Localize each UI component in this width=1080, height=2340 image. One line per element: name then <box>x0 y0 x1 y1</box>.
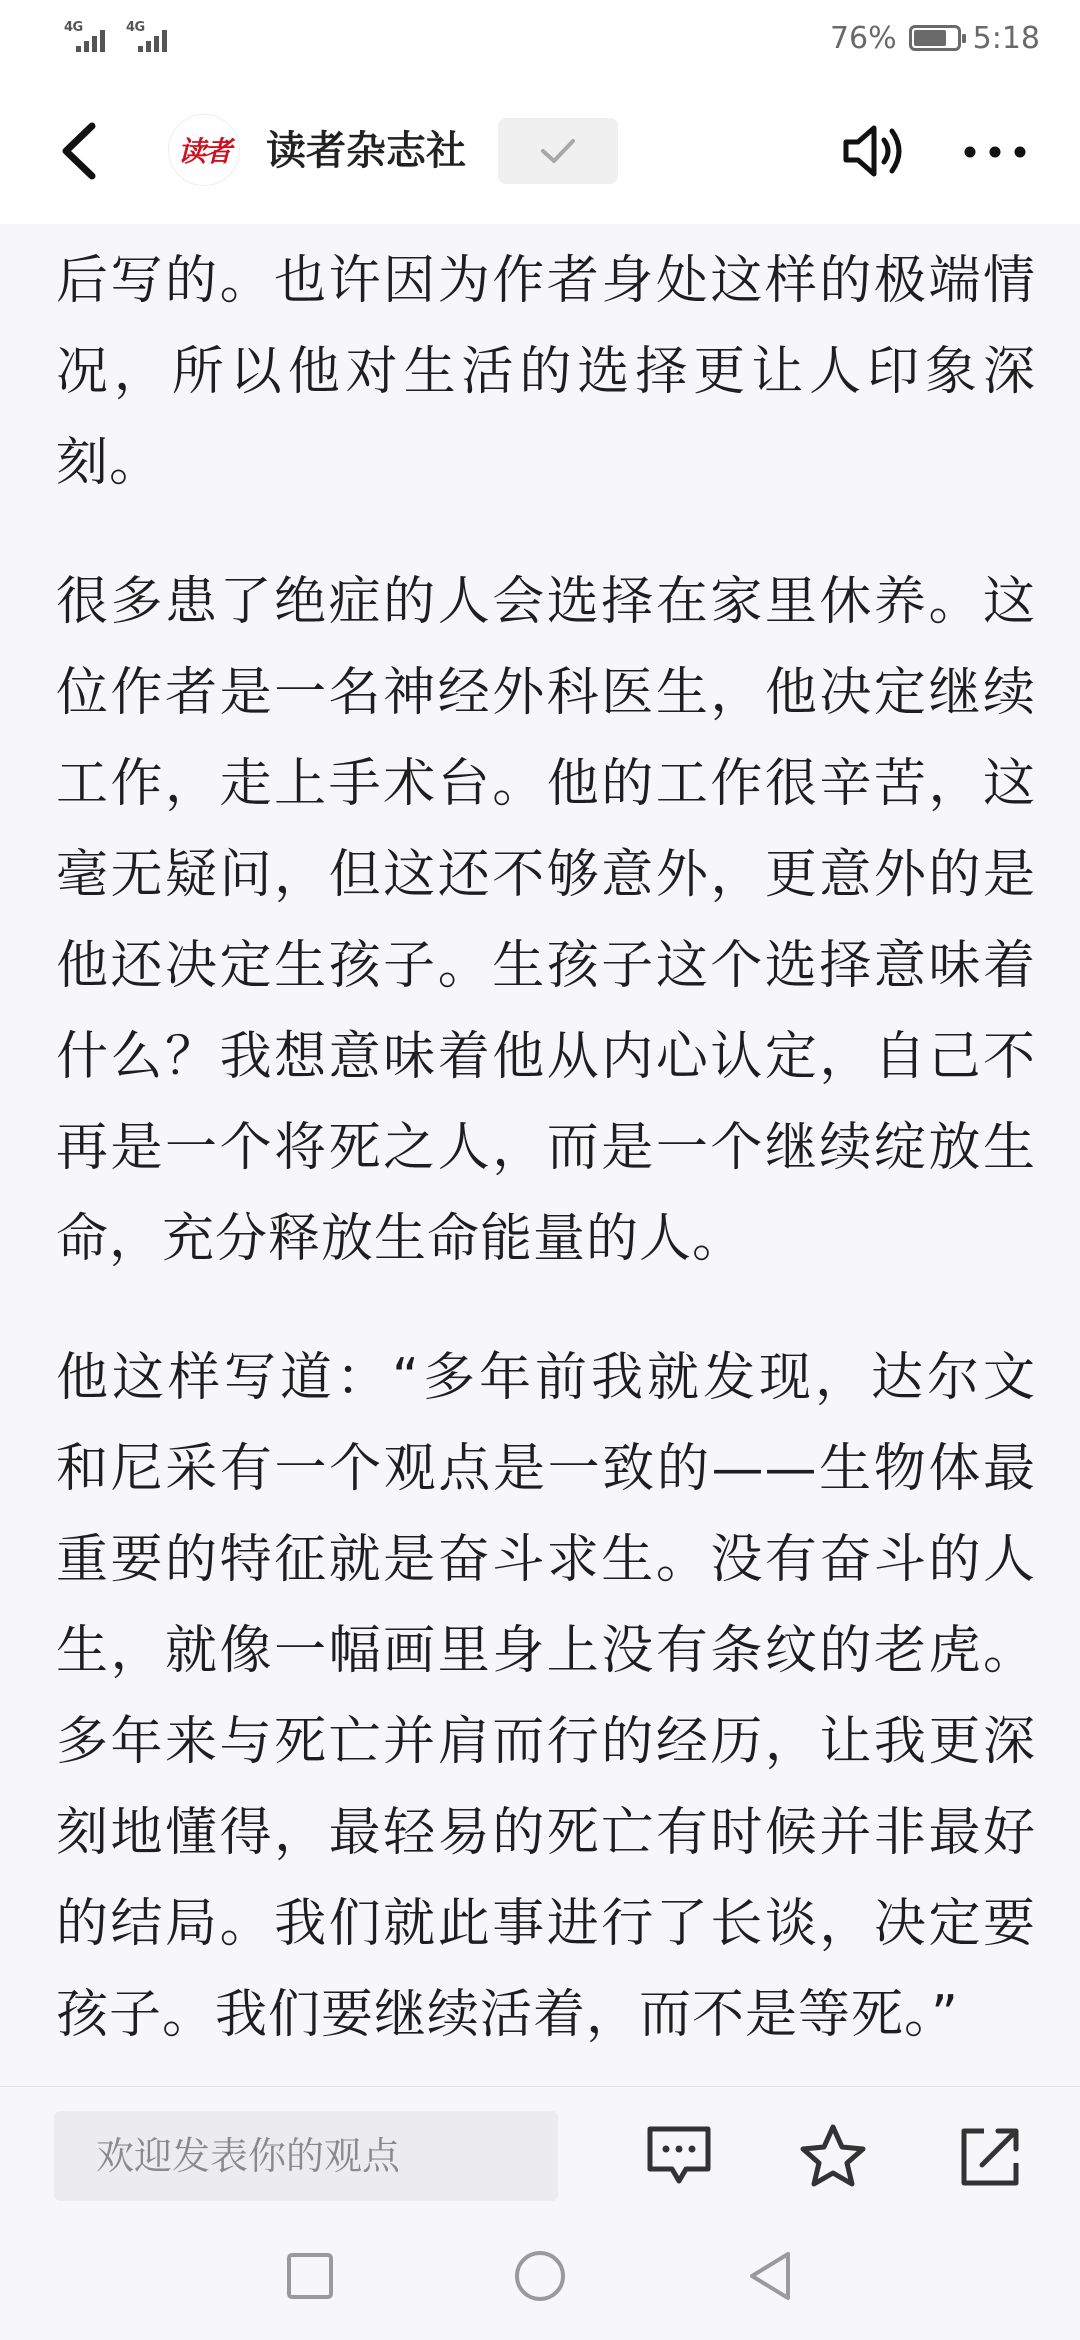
circle-icon <box>510 2246 570 2306</box>
share-icon <box>956 2123 1026 2189</box>
signal-icon <box>64 20 116 56</box>
battery-icon <box>909 25 961 51</box>
article-paragraph: 很多患了绝症的人会选择在家里休养。这位作者是一名神经外科医生，他决定继续工作，走上手术台。他的工作很辛苦，这毫无疑问，但这还不够意外，更意外的是他还决定生孩子。生孩子这个选择意味着什么？我想意味着他从内心认定，自己不再是一个将死之人，而是一个继续绽放生命，充分释放生命能量的人。 <box>56 572 1036 1269</box>
system-nav-bar <box>0 2216 1080 2340</box>
comment-input[interactable] <box>54 2111 558 2201</box>
more-button[interactable] <box>960 132 1030 172</box>
battery-percent: 76% <box>829 20 897 56</box>
speaker-button[interactable] <box>840 120 910 182</box>
share-button[interactable] <box>956 2123 1026 2189</box>
signal-label: 4G <box>64 20 83 35</box>
signal-icon-2 <box>126 20 178 56</box>
article-paragraph: 后写的。也许因为作者身处这样的极端情况，所以他对生活的选择更让人印象深刻。 <box>56 251 1036 493</box>
check-icon <box>538 136 578 166</box>
star-icon <box>798 2123 868 2189</box>
comment-bar <box>0 2086 1080 2216</box>
triangle-back-icon <box>740 2246 800 2306</box>
status-bar <box>0 0 1080 76</box>
account-avatar[interactable] <box>168 114 240 186</box>
speaker-icon <box>840 120 910 182</box>
square-icon <box>280 2246 340 2306</box>
status-right <box>830 16 1040 60</box>
comment-button[interactable] <box>644 2123 714 2189</box>
article-body <box>56 224 1036 2084</box>
clock: 5:18 <box>972 20 1040 56</box>
recent-apps-button[interactable] <box>280 2246 340 2306</box>
article-paragraph: 他这样写道：“多年前我就发现，达尔文和尼采有一个观点是一致的——生物体最重要的特征就是奋斗求生。没有奋斗的人生，就像一幅画里身上没有条纹的老虎。多年来与死亡并肩而行的经历，让我更深刻地懂得，最轻易的死亡有时候并非最好的结局。我们就此事进行了长谈，决定要孩子。我们要继续活着，而不是等死。” <box>56 1348 1036 2045</box>
logo-text: 读者 <box>177 135 230 168</box>
header-bar <box>0 76 1080 224</box>
home-button[interactable] <box>510 2246 570 2306</box>
chevron-left-icon <box>52 116 112 186</box>
back-button[interactable] <box>52 116 112 186</box>
more-dots-icon <box>960 132 1030 172</box>
nav-back-button[interactable] <box>740 2246 800 2306</box>
follow-button[interactable] <box>498 118 618 184</box>
signal-label-2: 4G <box>126 20 145 35</box>
comment-icon <box>644 2123 714 2189</box>
account-name[interactable]: 读者杂志社 <box>266 128 466 174</box>
favorite-button[interactable] <box>798 2123 868 2189</box>
